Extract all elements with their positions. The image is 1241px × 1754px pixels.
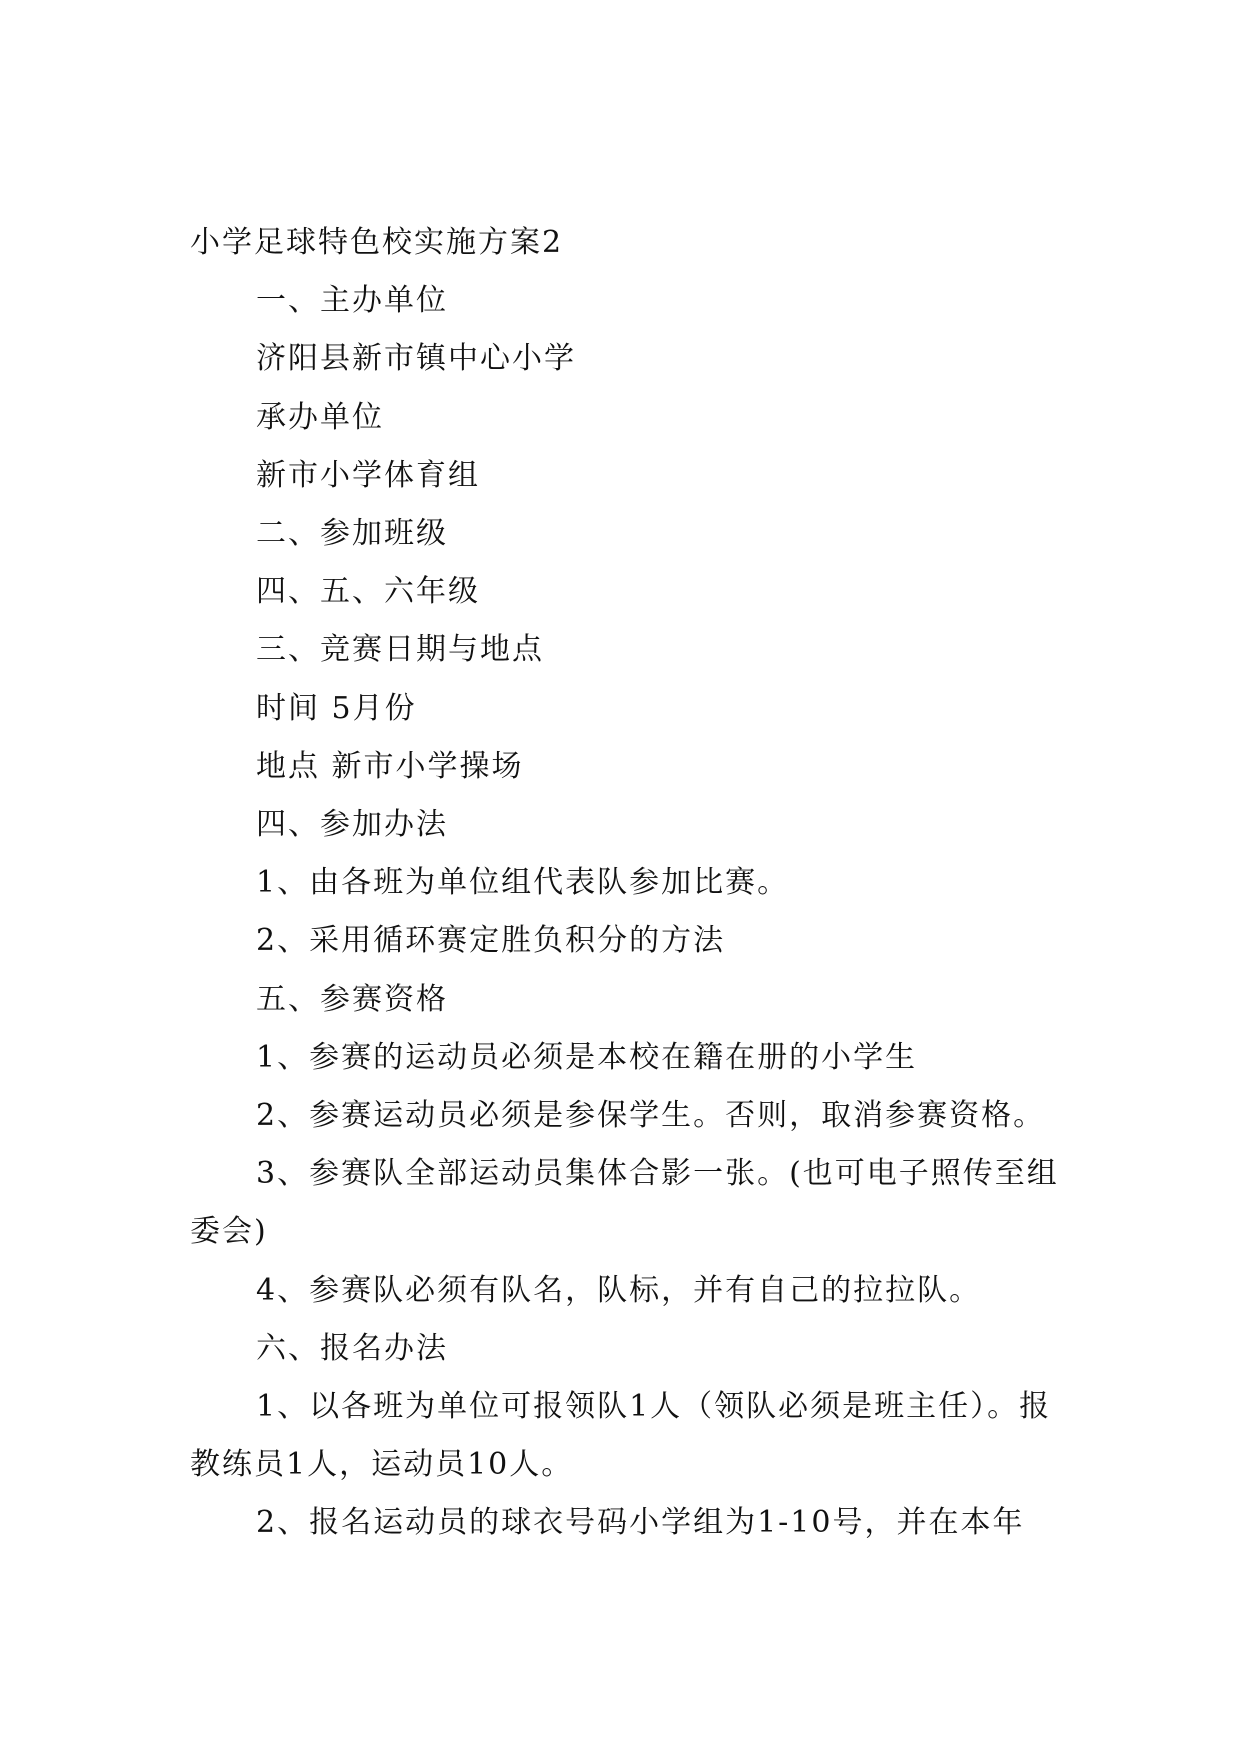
- paragraph-method-1: 1、由各班为单位组代表队参加比赛。: [256, 865, 790, 901]
- paragraph-organizer-name: 济阳县新市镇中心小学: [256, 341, 576, 377]
- paragraph-time: 时间 5月份: [256, 690, 417, 726]
- paragraph-method-2: 2、采用循环赛定胜负积分的方法: [256, 923, 726, 959]
- paragraph-host-name: 新市小学体育组: [256, 457, 480, 493]
- paragraph-eligibility-3: 3、参赛队全部运动员集体合影一张。(也可电子照传至组委会): [190, 1156, 1059, 1250]
- paragraph-registration-2: 2、报名运动员的球衣号码小学组为1-10号，并在本年: [256, 1505, 1025, 1541]
- paragraph-eligibility-4: 4、参赛队必须有队名，队标，并有自己的拉拉队。: [256, 1272, 982, 1308]
- paragraph-location: 地点 新市小学操场: [256, 748, 524, 784]
- paragraph-eligibility-1: 1、参赛的运动员必须是本校在籍在册的小学生: [256, 1039, 918, 1075]
- section-heading-registration: 六、报名办法: [256, 1330, 448, 1366]
- paragraph-host-label: 承办单位: [256, 399, 384, 435]
- paragraph-classes: 四、五、六年级: [256, 574, 480, 610]
- paragraph-registration-1: 1、以各班为单位可报领队1人（领队必须是班主任）。报教练员1人，运动员10人。: [190, 1389, 1052, 1483]
- section-heading-method: 四、参加办法: [256, 807, 448, 843]
- section-heading-eligibility: 五、参赛资格: [256, 981, 448, 1017]
- section-heading-classes: 二、参加班级: [256, 516, 448, 552]
- document-body: [190, 214, 1070, 1553]
- paragraph-eligibility-2: 2、参赛运动员必须是参保学生。否则，取消参赛资格。: [256, 1098, 1046, 1134]
- document-title: 小学足球特色校实施方案2: [190, 225, 564, 260]
- section-heading-organizer: 一、主办单位: [256, 283, 448, 319]
- section-heading-date-location: 三、竞赛日期与地点: [256, 632, 544, 668]
